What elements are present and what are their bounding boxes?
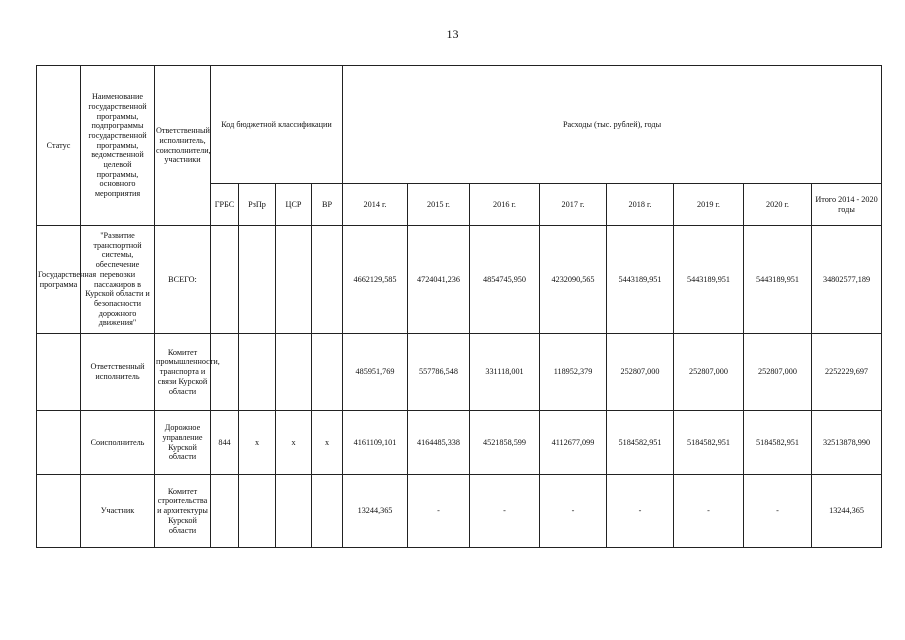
row-value-2015: -: [408, 475, 470, 548]
row-value-2020: 5184582,951: [744, 411, 812, 475]
row-value-2016: 331118,001: [470, 334, 540, 411]
table-row: [37, 226, 882, 334]
row-value-2017: 4232090,565: [540, 226, 607, 334]
header-bcc-group: Код бюджетной классификации: [211, 66, 343, 184]
row-value-total: 13244,365: [812, 475, 882, 548]
row-value-2020: 252807,000: [744, 334, 812, 411]
row-value-2020: -: [744, 475, 812, 548]
header-year-2020: 2020 г.: [744, 184, 812, 226]
page-number: 13: [446, 27, 459, 41]
row-value-2019: 252807,000: [674, 334, 744, 411]
header-grbs: ГРБС: [211, 184, 239, 226]
row-code-rzpr: [239, 226, 276, 334]
row-value-2014: 4161109,101: [343, 411, 408, 475]
row-status: Государственная программа: [37, 226, 81, 334]
row-value-2020: 5443189,951: [744, 226, 812, 334]
row-value-total: 32513878,990: [812, 411, 882, 475]
header-expenses-group: Расходы (тыс. рублей), годы: [343, 66, 882, 184]
row-value-2018: -: [607, 475, 674, 548]
row-code-vr: [312, 334, 343, 411]
row-code-csr: [276, 226, 312, 334]
header-vr: ВР: [312, 184, 343, 226]
header-status: Статус: [37, 66, 81, 226]
row-value-2018: 252807,000: [607, 334, 674, 411]
row-code-grbs: 844: [211, 411, 239, 475]
row-name: "Развитие транспортной системы, обеспечение перевозки пассажиров в Курской области и безопасности дорожного движения": [81, 226, 155, 334]
row-value-2015: 557786,548: [408, 334, 470, 411]
row-name: Участник: [81, 475, 155, 548]
row-code-rzpr: [239, 475, 276, 548]
row-code-vr: [312, 226, 343, 334]
row-status: [37, 475, 81, 548]
row-value-2017: 4112677,099: [540, 411, 607, 475]
row-value-2018: 5184582,951: [607, 411, 674, 475]
row-value-2017: 118952,379: [540, 334, 607, 411]
row-value-2014: 4662129,585: [343, 226, 408, 334]
row-value-2019: -: [674, 475, 744, 548]
header-year-2019: 2019 г.: [674, 184, 744, 226]
header-year-2017: 2017 г.: [540, 184, 607, 226]
budget-table: [36, 65, 882, 548]
header-csr: ЦСР: [276, 184, 312, 226]
row-value-2014: 485951,769: [343, 334, 408, 411]
row-value-2018: 5443189,951: [607, 226, 674, 334]
header-row-top: [37, 66, 882, 184]
row-status: [37, 334, 81, 411]
row-value-2016: 4854745,950: [470, 226, 540, 334]
row-code-rzpr: [239, 334, 276, 411]
row-name: Соисполнитель: [81, 411, 155, 475]
table-row: [37, 411, 882, 475]
row-code-grbs: [211, 475, 239, 548]
row-name: Ответственный исполнитель: [81, 334, 155, 411]
row-code-vr: х: [312, 411, 343, 475]
row-value-2016: -: [470, 475, 540, 548]
row-value-2019: 5443189,951: [674, 226, 744, 334]
header-year-2014: 2014 г.: [343, 184, 408, 226]
row-value-total: 34802577,189: [812, 226, 882, 334]
row-code-csr: х: [276, 411, 312, 475]
header-year-2015: 2015 г.: [408, 184, 470, 226]
row-executor: Комитет строительства и архитектуры Курской области: [155, 475, 211, 548]
row-status: [37, 411, 81, 475]
row-value-total: 2252229,697: [812, 334, 882, 411]
row-executor: ВСЕГО:: [155, 226, 211, 334]
row-executor: Дорожное управление Курской области: [155, 411, 211, 475]
row-executor: Комитет промышленности, транспорта и связи Курской области: [155, 334, 211, 411]
row-value-2014: 13244,365: [343, 475, 408, 548]
row-code-csr: [276, 475, 312, 548]
row-value-2019: 5184582,951: [674, 411, 744, 475]
row-code-rzpr: х: [239, 411, 276, 475]
row-code-vr: [312, 475, 343, 548]
row-value-2017: -: [540, 475, 607, 548]
row-value-2015: 4724041,236: [408, 226, 470, 334]
header-rzpr: РзПр: [239, 184, 276, 226]
table-row: [37, 475, 882, 548]
header-year-2018: 2018 г.: [607, 184, 674, 226]
row-value-2015: 4164485,338: [408, 411, 470, 475]
table-row: [37, 334, 882, 411]
header-total: Итого 2014 - 2020 годы: [812, 184, 882, 226]
row-value-2016: 4521858,599: [470, 411, 540, 475]
row-code-csr: [276, 334, 312, 411]
row-code-grbs: [211, 334, 239, 411]
row-code-grbs: [211, 226, 239, 334]
header-year-2016: 2016 г.: [470, 184, 540, 226]
header-responsible: Ответственный исполнитель, соисполнители, участники: [155, 66, 211, 226]
header-name: Наименование государственной программы, подпрограммы государственной программы, ведомственной целевой программы, основного мероприятия: [81, 66, 155, 226]
